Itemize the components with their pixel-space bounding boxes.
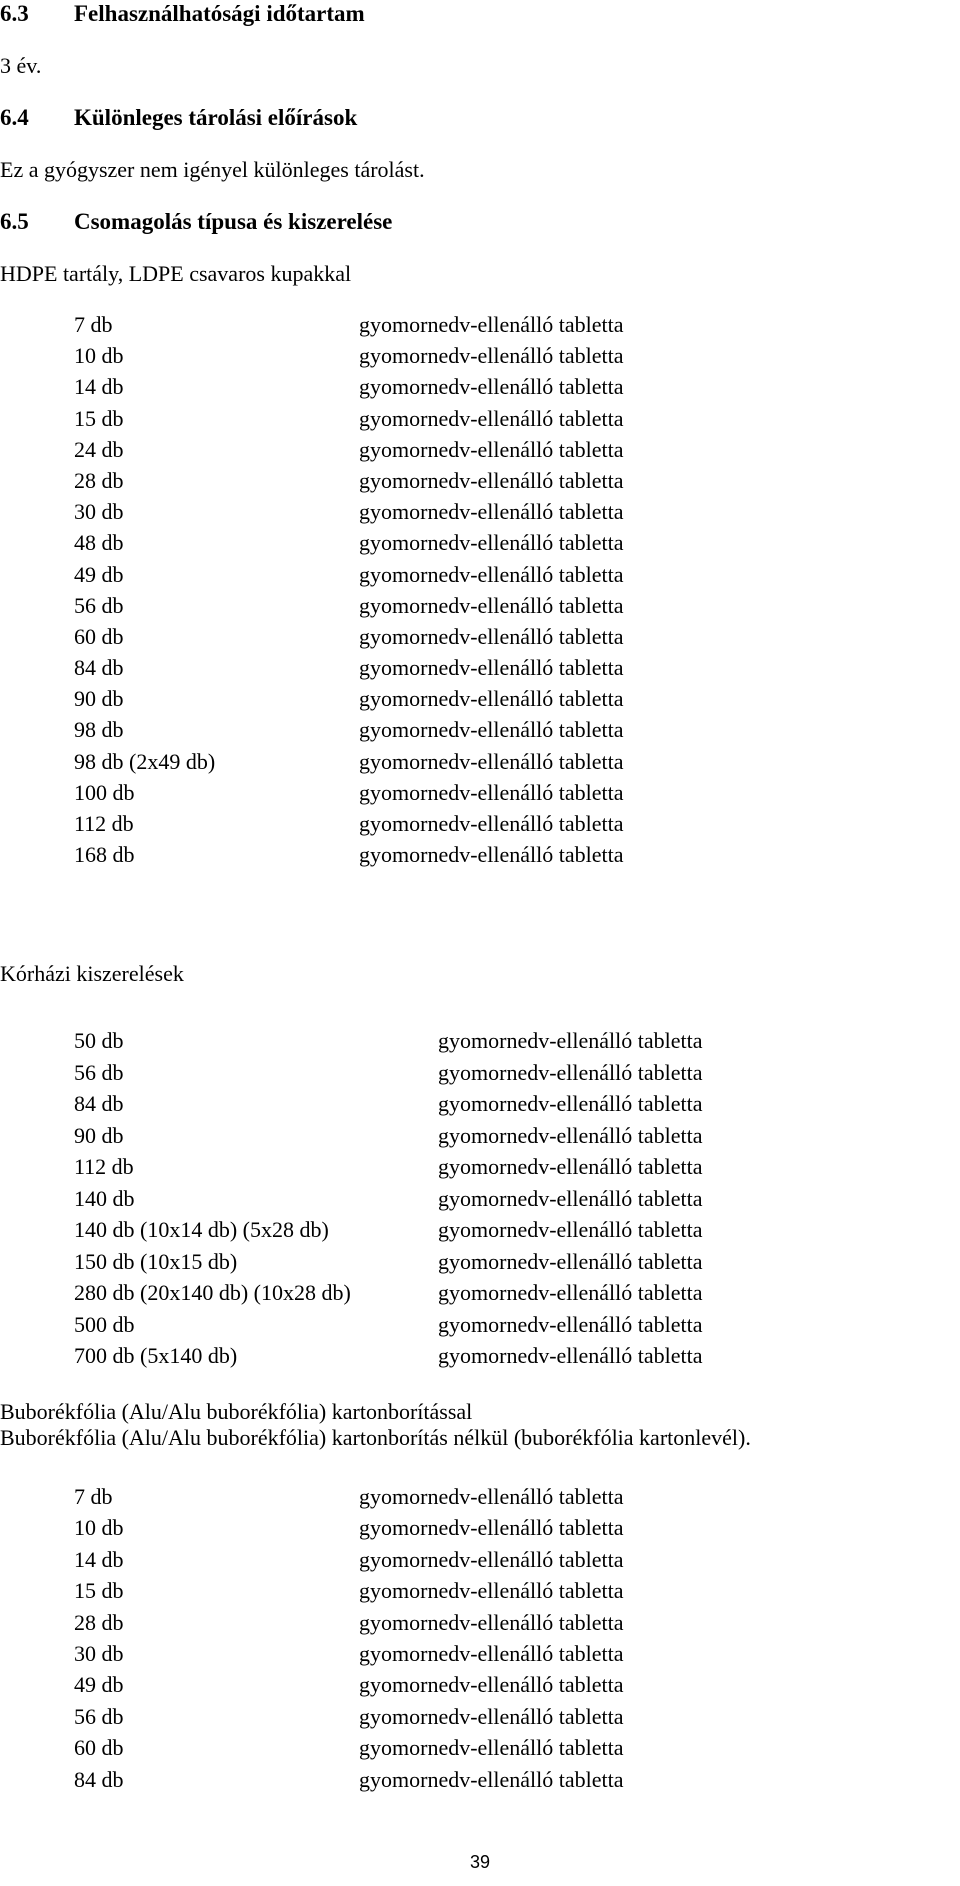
pack-row (74, 465, 624, 496)
hospital-pack-list (74, 1025, 703, 1372)
pack-row (74, 1512, 624, 1543)
pack-form: gyomornedv-ellenálló tabletta (359, 717, 624, 743)
pack-row (74, 683, 624, 714)
pack-form: gyomornedv-ellenálló tabletta (359, 623, 624, 649)
pack-form: gyomornedv-ellenálló tabletta (359, 561, 624, 587)
pack-row (74, 309, 624, 340)
pack-quantity: 7 db (74, 312, 113, 337)
pack-form: gyomornedv-ellenálló tabletta (359, 1578, 624, 1604)
pack-form: gyomornedv-ellenálló tabletta (359, 686, 624, 712)
pack-quantity: 15 db (74, 405, 124, 431)
pack-quantity: 84 db (74, 1766, 124, 1792)
section-title: Különleges tárolási előírások (74, 105, 358, 130)
pack-row (74, 1120, 703, 1152)
pack-quantity: 140 db (10x14 db) (5x28 db) (74, 1217, 329, 1242)
pack-form: gyomornedv-ellenálló tabletta (359, 499, 624, 525)
pack-quantity: 7 db (74, 1484, 113, 1509)
pack-row (74, 1151, 703, 1183)
pack-form: gyomornedv-ellenálló tabletta (438, 1311, 703, 1337)
pack-quantity: 112 db (74, 811, 134, 836)
pack-quantity: 30 db (74, 499, 124, 525)
pack-form: gyomornedv-ellenálló tabletta (438, 1059, 703, 1085)
pack-quantity: 84 db (74, 1091, 124, 1116)
pack-form: gyomornedv-ellenálló tabletta (359, 467, 624, 493)
hdpe-pack-list (74, 309, 624, 870)
container-text: HDPE tartály, LDPE csavaros kupakkal (0, 261, 352, 286)
pack-form: gyomornedv-ellenálló tabletta (359, 811, 624, 836)
pack-form: gyomornedv-ellenálló tabletta (359, 1672, 624, 1698)
pack-quantity: 48 db (74, 530, 124, 556)
pack-row (74, 1638, 624, 1669)
pack-quantity: 84 db (74, 655, 124, 681)
pack-quantity: 60 db (74, 623, 124, 649)
pack-quantity: 50 db (74, 1028, 124, 1053)
pack-row (74, 403, 624, 434)
pack-row (74, 434, 624, 465)
pack-row (74, 1309, 703, 1341)
pack-row (74, 1481, 624, 1512)
pack-quantity: 49 db (74, 1672, 124, 1698)
pack-row (74, 839, 624, 870)
page-number: 39 (469, 1852, 491, 1872)
pack-form: gyomornedv-ellenálló tabletta (359, 1546, 624, 1572)
pack-quantity: 168 db (74, 842, 135, 868)
pack-form: gyomornedv-ellenálló tabletta (359, 343, 624, 369)
pack-row (74, 1025, 703, 1057)
pack-form: gyomornedv-ellenálló tabletta (359, 748, 624, 774)
pack-form: gyomornedv-ellenálló tabletta (438, 1217, 703, 1242)
pack-form: gyomornedv-ellenálló tabletta (438, 1185, 703, 1211)
pack-row (74, 1340, 703, 1372)
pack-row (74, 1277, 703, 1309)
pack-row (74, 746, 624, 777)
pack-quantity: 98 db (74, 717, 124, 743)
pack-row (74, 1701, 624, 1732)
pack-row (74, 1183, 703, 1215)
pack-row (74, 652, 624, 683)
pack-quantity: 30 db (74, 1640, 124, 1666)
pack-row (74, 1088, 703, 1120)
pack-form: gyomornedv-ellenálló tabletta (359, 312, 624, 337)
pack-form: gyomornedv-ellenálló tabletta (438, 1122, 703, 1148)
section-number: 6.3 (0, 1, 29, 26)
pack-quantity: 90 db (74, 1122, 124, 1148)
pack-row (74, 559, 624, 590)
pack-quantity: 24 db (74, 436, 124, 462)
section-heading-6-4 (0, 104, 357, 132)
section-heading-6-5 (0, 208, 392, 236)
pack-form: gyomornedv-ellenálló tabletta (438, 1343, 703, 1368)
pack-row (74, 1057, 703, 1089)
pack-row (74, 1246, 703, 1278)
pack-quantity: 700 db (5x140 db) (74, 1343, 238, 1368)
storage-text: Ez a gyógyszer nem igényel különleges tárolást. (0, 157, 425, 182)
pack-form: gyomornedv-ellenálló tabletta (359, 1703, 624, 1729)
section-title: Felhasználhatósági időtartam (74, 1, 365, 26)
pack-form: gyomornedv-ellenálló tabletta (438, 1280, 703, 1305)
hospital-packs-label: Kórházi kiszerelések (0, 961, 184, 986)
pack-quantity: 100 db (74, 779, 135, 805)
pack-row (74, 621, 624, 652)
pack-quantity: 14 db (74, 374, 124, 400)
pack-quantity: 28 db (74, 1609, 124, 1635)
pack-form: gyomornedv-ellenálló tabletta (359, 1609, 624, 1635)
pack-form: gyomornedv-ellenálló tabletta (359, 436, 624, 462)
pack-row (74, 340, 624, 371)
pack-quantity: 15 db (74, 1578, 124, 1604)
pack-quantity: 112 db (74, 1154, 134, 1179)
pack-form: gyomornedv-ellenálló tabletta (359, 530, 624, 556)
pack-row (74, 1575, 624, 1606)
pack-row (74, 1764, 624, 1795)
section-title: Csomagolás típusa és kiszerelése (74, 209, 393, 234)
pack-form: gyomornedv-ellenálló tabletta (359, 1484, 624, 1509)
blister-pack-list (74, 1481, 624, 1795)
pack-form: gyomornedv-ellenálló tabletta (438, 1154, 703, 1179)
pack-row (74, 1214, 703, 1246)
pack-quantity: 49 db (74, 561, 124, 587)
pack-quantity: 90 db (74, 686, 124, 712)
pack-quantity: 28 db (74, 467, 124, 493)
pack-quantity: 56 db (74, 1703, 124, 1729)
pack-form: gyomornedv-ellenálló tabletta (359, 1766, 624, 1792)
pack-row (74, 714, 624, 745)
pack-form: gyomornedv-ellenálló tabletta (359, 1735, 624, 1761)
pack-quantity: 10 db (74, 1515, 124, 1541)
pack-row (74, 1544, 624, 1575)
pack-row (74, 1669, 624, 1700)
section-heading-6-3 (0, 0, 365, 28)
pack-form: gyomornedv-ellenálló tabletta (359, 655, 624, 681)
pack-form: gyomornedv-ellenálló tabletta (359, 374, 624, 400)
pack-form: gyomornedv-ellenálló tabletta (359, 1515, 624, 1541)
pack-row (74, 590, 624, 621)
pack-quantity: 56 db (74, 592, 124, 618)
pack-quantity: 60 db (74, 1735, 124, 1761)
pack-form: gyomornedv-ellenálló tabletta (438, 1028, 703, 1053)
pack-quantity: 14 db (74, 1546, 124, 1572)
blister-line-1: Buborékfólia (Alu/Alu buborékfólia) kartonborítással (0, 1399, 473, 1424)
pack-form: gyomornedv-ellenálló tabletta (359, 779, 624, 805)
pack-row (74, 777, 624, 808)
pack-row (74, 371, 624, 402)
pack-form: gyomornedv-ellenálló tabletta (438, 1248, 703, 1274)
pack-quantity: 140 db (74, 1185, 135, 1211)
pack-row (74, 808, 624, 839)
section-number: 6.5 (0, 209, 29, 234)
pack-quantity: 500 db (74, 1311, 135, 1337)
shelf-life-text: 3 év. (0, 53, 42, 78)
pack-quantity: 98 db (2x49 db) (74, 748, 216, 774)
pack-quantity: 10 db (74, 343, 124, 369)
pack-row (74, 496, 624, 527)
pack-row (74, 1732, 624, 1763)
blister-line-2: Buborékfólia (Alu/Alu buborékfólia) kartonborítás nélkül (buborékfólia kartonlevél). (0, 1425, 751, 1450)
pack-row (74, 527, 624, 558)
pack-form: gyomornedv-ellenálló tabletta (359, 405, 624, 431)
pack-form: gyomornedv-ellenálló tabletta (359, 592, 624, 618)
pack-form: gyomornedv-ellenálló tabletta (359, 1640, 624, 1666)
pack-form: gyomornedv-ellenálló tabletta (438, 1091, 703, 1116)
pack-row (74, 1607, 624, 1638)
pack-form: gyomornedv-ellenálló tabletta (359, 842, 624, 868)
section-number: 6.4 (0, 105, 29, 130)
pack-quantity: 56 db (74, 1059, 124, 1085)
pack-quantity: 150 db (10x15 db) (74, 1248, 238, 1274)
pack-quantity: 280 db (20x140 db) (10x28 db) (74, 1280, 351, 1305)
